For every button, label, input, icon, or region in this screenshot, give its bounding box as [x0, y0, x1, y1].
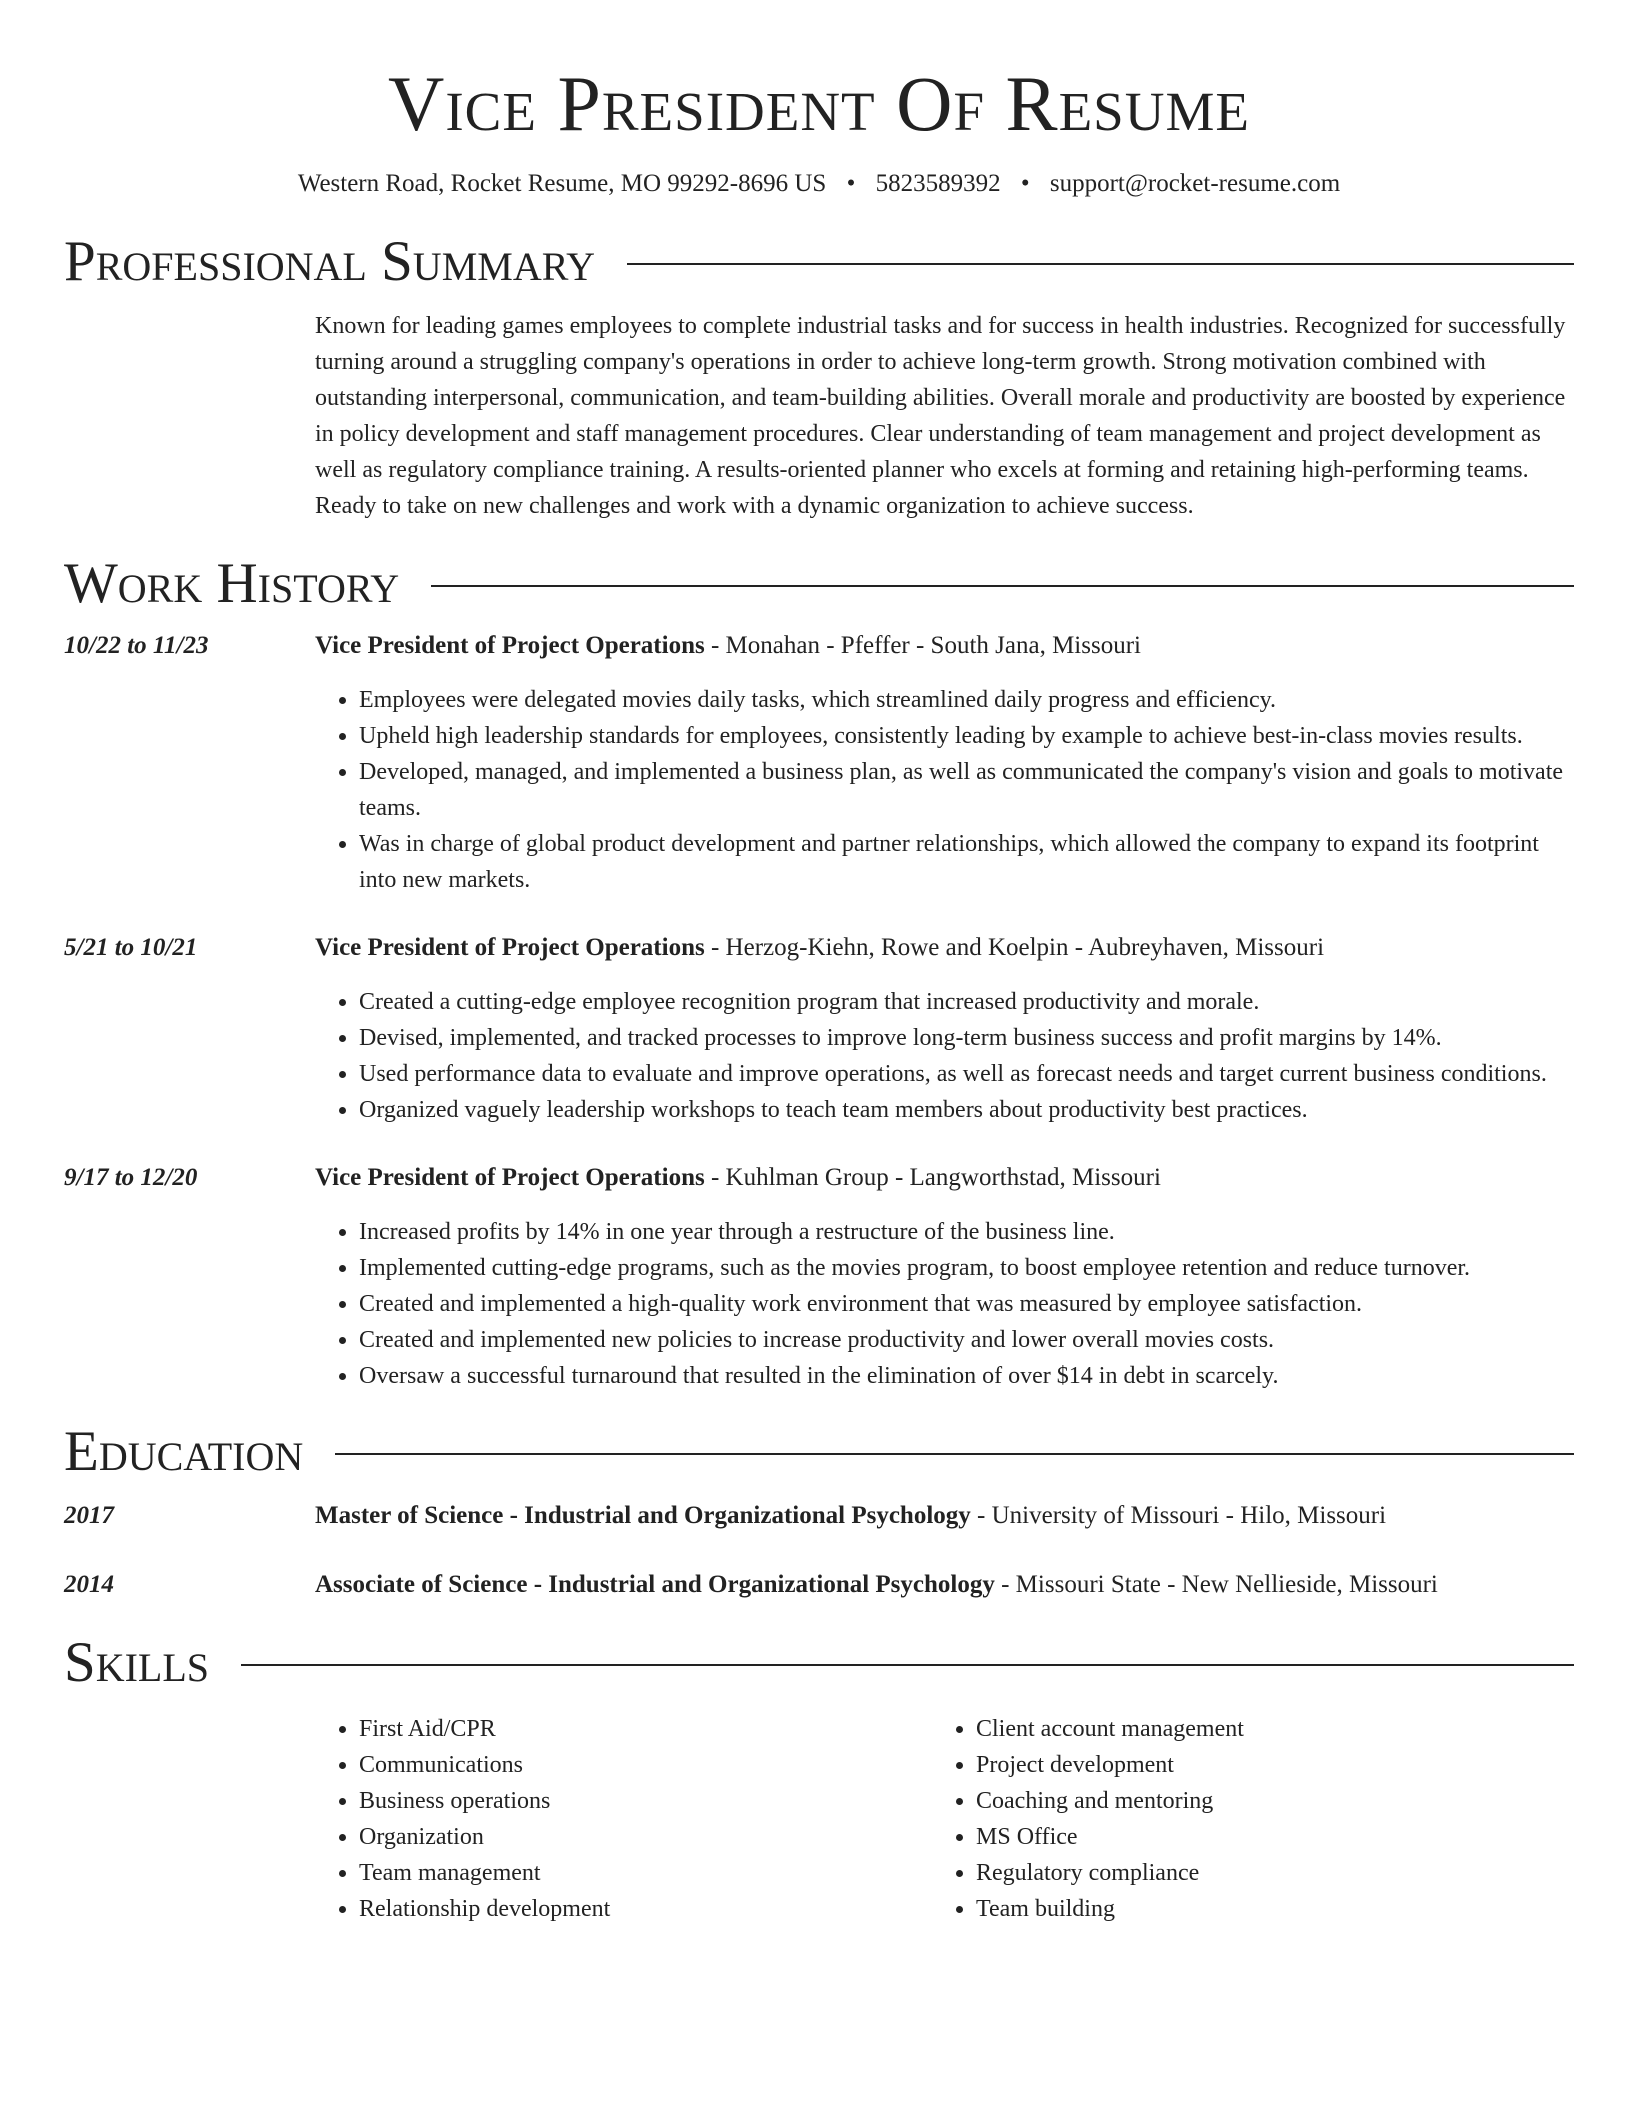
- skills-grid: [315, 1711, 1574, 1927]
- summary-section-title: Professional Summary: [64, 230, 596, 293]
- job-bullet: • Oversaw a successful turnaround that resulted in the elimination of over $14 in debt in scarcely.: [359, 1358, 1574, 1394]
- work-section-header: [64, 552, 1574, 616]
- job-role: Vice President of Project Operations: [315, 632, 705, 659]
- job-entry: [64, 1160, 1574, 1394]
- job-bullet: • Implemented cutting-edge programs, such as the movies program, to boost employee retention and reduce turnover.: [359, 1250, 1574, 1286]
- job-bullet: • Created and implemented a high-quality work environment that was measured by employee satisfaction.: [359, 1286, 1574, 1322]
- summary-section-header: [64, 230, 1574, 294]
- skill-item: • Organization: [359, 1819, 932, 1855]
- skill-item: • Business operations: [359, 1783, 932, 1819]
- candidate-name: Vice President Of Resume: [388, 60, 1250, 147]
- section-divider: [335, 1453, 1574, 1455]
- education-degree: Master of Science - Industrial and Organizational Psychology: [315, 1502, 971, 1529]
- skill-item: • Regulatory compliance: [976, 1855, 1549, 1891]
- summary-text: Known for leading games employees to complete industrial tasks and for success in health industries. Recognized for successfully turning around a struggling company's operations in order to achieve long-term growth. Strong motivation combined with outstanding interpersonal, communication, and team-building abilities. Overall morale and productivity are boosted by experience in policy development and staff management procedures. Clear understanding of team management and project development as well as regulatory compliance training. A results-oriented planner who excels at forming and retaining high-performing teams. Ready to take on new challenges and work with a dynamic organization to achieve success.: [315, 313, 1566, 519]
- job-dates: 5/21 to 10/21: [64, 934, 198, 961]
- section-divider: [241, 1664, 1574, 1666]
- education-degree: Associate of Science - Industrial and Organizational Psychology: [315, 1571, 995, 1598]
- job-entry: [64, 930, 1574, 1128]
- job-employer: - Herzog-Kiehn, Rowe and Koelpin - Aubreyhaven, Missouri: [704, 934, 1325, 961]
- job-bullets: [315, 682, 1574, 898]
- skills-row: [64, 1711, 1574, 1927]
- contact-separator: •: [1020, 170, 1030, 197]
- job-role: Vice President of Project Operations: [315, 1164, 705, 1191]
- job-heading: [315, 1160, 1574, 1196]
- job-heading: [315, 628, 1574, 664]
- job-bullet: • Upheld high leadership standards for employees, consistently leading by example to achieve best-in-class movies results.: [359, 718, 1574, 754]
- section-divider: [627, 263, 1574, 265]
- education-school: - University of Missouri - Hilo, Missouri: [970, 1502, 1387, 1529]
- job-bullet: • Employees were delegated movies daily tasks, which streamlined daily progress and efficiency.: [359, 682, 1574, 718]
- skill-item: • First Aid/CPR: [359, 1711, 932, 1747]
- job-dates: 9/17 to 12/20: [64, 1164, 198, 1191]
- job-bullet: • Developed, managed, and implemented a business plan, as well as communicated the company's vision and goals to motivate teams.: [359, 754, 1574, 826]
- contact-phone: 5823589392: [875, 170, 1001, 197]
- work-section-title: Work History: [64, 552, 400, 615]
- contact-email[interactable]: support@rocket-resume.com: [1049, 170, 1341, 197]
- job-bullet: • Was in charge of global product development and partner relationships, which allowed the company to expand its footprint into new markets.: [359, 826, 1574, 898]
- skill-item: • Project development: [976, 1747, 1549, 1783]
- job-bullet: • Organized vaguely leadership workshops to teach team members about productivity best practices.: [359, 1092, 1574, 1128]
- summary-spacer: [64, 308, 315, 524]
- skill-item: • Communications: [359, 1747, 932, 1783]
- resume-page: [64, 0, 1574, 1927]
- job-entry: [64, 628, 1574, 898]
- job-bullets: [315, 984, 1574, 1128]
- job-dates: 10/22 to 11/23: [64, 632, 209, 659]
- education-entry: [64, 1567, 1574, 1603]
- skill-item: • MS Office: [976, 1819, 1549, 1855]
- job-employer: - Kuhlman Group - Langworthstad, Missouri: [704, 1164, 1161, 1191]
- job-bullet: • Devised, implemented, and tracked processes to improve long-term business success and profit margins by 14%.: [359, 1020, 1574, 1056]
- skill-item: • Team management: [359, 1855, 932, 1891]
- education-school: - Missouri State - New Nellieside, Missouri: [994, 1571, 1438, 1598]
- contact-address: Western Road, Rocket Resume, MO 99292-8696 US: [297, 170, 827, 197]
- education-year: 2017: [64, 1502, 114, 1529]
- job-employer: - Monahan - Pfeffer - South Jana, Missouri: [704, 632, 1141, 659]
- education-section-header: [64, 1420, 1574, 1484]
- education-year: 2014: [64, 1571, 114, 1598]
- job-role: Vice President of Project Operations: [315, 934, 705, 961]
- skill-item: • Relationship development: [359, 1891, 932, 1927]
- education-section-title: Education: [64, 1420, 304, 1483]
- contact-line: [64, 168, 1574, 200]
- skills-list-left: [315, 1711, 932, 1927]
- job-bullet: • Created and implemented new policies to increase productivity and lower overall movies costs.: [359, 1322, 1574, 1358]
- summary-row: [64, 308, 1574, 524]
- education-entry: [64, 1498, 1574, 1534]
- skill-item: • Coaching and mentoring: [976, 1783, 1549, 1819]
- section-divider: [431, 585, 1574, 587]
- job-bullet: • Used performance data to evaluate and improve operations, as well as forecast needs and target current business conditions.: [359, 1056, 1574, 1092]
- job-bullets: [315, 1214, 1574, 1394]
- skills-section-header: [64, 1631, 1574, 1695]
- skills-list-right: [932, 1711, 1549, 1927]
- job-bullet: • Increased profits by 14% in one year through a restructure of the business line.: [359, 1214, 1574, 1250]
- job-heading: [315, 930, 1574, 966]
- skill-item: • Client account management: [976, 1711, 1549, 1747]
- job-bullet: • Created a cutting-edge employee recognition program that increased productivity and morale.: [359, 984, 1574, 1020]
- skills-section-title: Skills: [64, 1631, 210, 1694]
- contact-separator: •: [846, 170, 856, 197]
- skill-item: • Team building: [976, 1891, 1549, 1927]
